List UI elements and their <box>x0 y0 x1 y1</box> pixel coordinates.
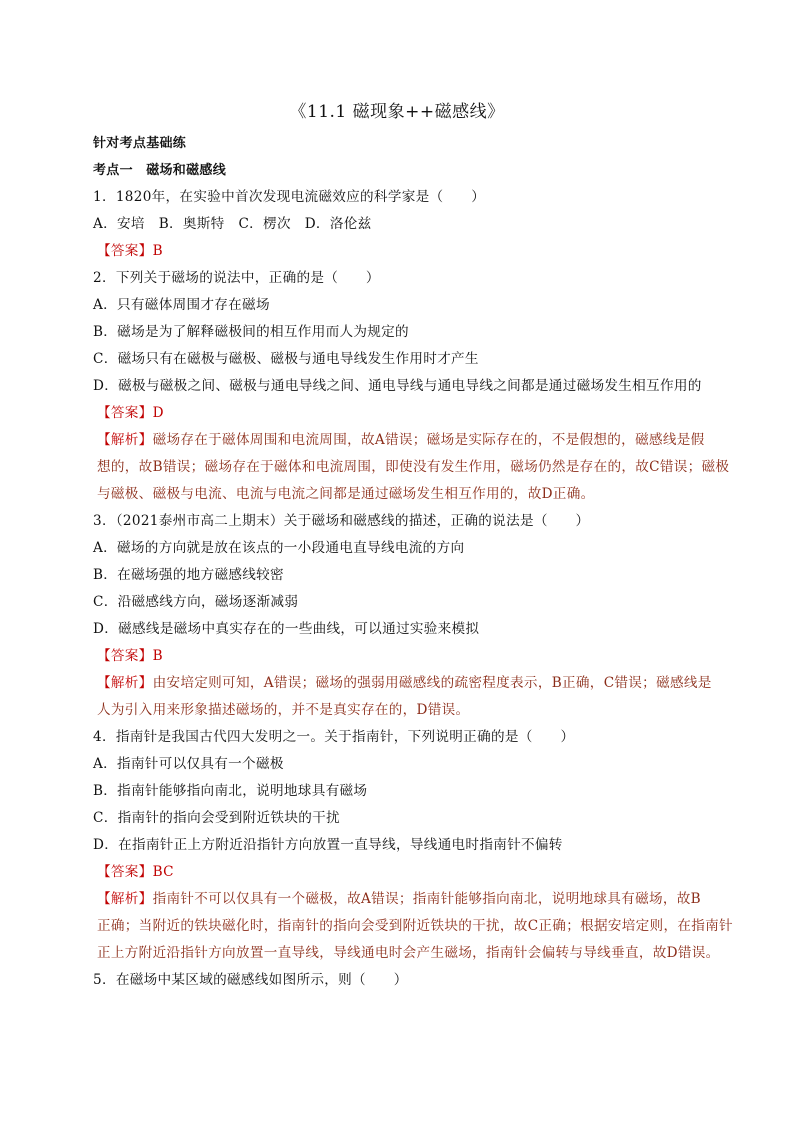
analysis-tag: 【解析】 <box>97 432 153 448</box>
question-1-options: A．安培 B．奥斯特 C．楞次 D．洛伦兹 <box>93 216 372 232</box>
answer-value: D <box>152 405 164 421</box>
question-3-option-c: C．沿磁感线方向，磁场逐渐减弱 <box>93 594 299 610</box>
topic-heading: 考点一 磁场和磁感线 <box>93 163 227 178</box>
analysis-tag: 【解析】 <box>97 891 153 907</box>
analysis-tag: 【解析】 <box>97 675 153 691</box>
question-3-analysis <box>97 670 723 724</box>
question-2-option-a: A．只有磁体周围才存在磁场 <box>93 297 270 313</box>
page-title: 《11.1 磁现象++磁感线》 <box>289 102 505 122</box>
analysis-line: 想的，故B错误；磁场存在于磁体和电流周围，即使没有发生作用，磁场仍然是存在的，故C错误；磁极 <box>97 459 730 475</box>
answer-value: B <box>152 648 163 664</box>
question-4-option-b: B．指南针能够指向南北，说明地球具有磁场 <box>93 783 368 799</box>
question-4-option-a: A．指南针可以仅具有一个磁极 <box>93 756 284 772</box>
analysis-line: 正上方附近沿指针方向放置一直导线，导线通电时会产生磁场，指南针会偏转与导线垂直，故D错误。 <box>97 945 720 961</box>
question-3-stem: 3．（2021泰州市高二上期末）关于磁场和磁感线的描述，正确的说法是（ ） <box>93 513 590 529</box>
analysis-text: 磁场存在于磁体周围和电流周围，故A错误；磁场是实际存在的，不是假想的，磁感线是假 <box>152 432 705 448</box>
question-5-stem: 5．在磁场中某区域的磁感线如图所示，则（ ） <box>93 972 408 988</box>
question-4-option-d: D．在指南针正上方附近沿指针方向放置一直导线，导线通电时指南针不偏转 <box>93 837 563 853</box>
analysis-line: 人为引入用来形象描述磁场的，并不是真实存在的，D错误。 <box>97 702 470 718</box>
question-4-stem: 4．指南针是我国古代四大发明之一。关于指南针，下列说明正确的是（ ） <box>93 729 575 745</box>
question-2-option-c: C．磁场只有在磁极与磁极、磁极与通电导线发生作用时才产生 <box>93 351 479 367</box>
question-3-option-b: B．在磁场强的地方磁感线较密 <box>93 567 284 583</box>
question-2-option-d: D．磁极与磁极之间、磁极与通电导线之间、通电导线与通电导线之间都是通过磁场发生相互作用的 <box>93 378 702 394</box>
question-3-option-a: A．磁场的方向就是放在该点的一小段通电直导线电流的方向 <box>93 540 465 556</box>
question-2-answer <box>97 400 723 427</box>
question-4-answer <box>97 859 723 886</box>
question-1-answer <box>97 238 723 265</box>
answer-tag: 【答案】 <box>97 864 153 880</box>
analysis-text: 由安培定则可知，A错误；磁场的强弱用磁感线的疏密程度表示，B正确，C错误；磁感线是 <box>152 675 712 691</box>
section-heading: 针对考点基础练 <box>93 136 187 151</box>
document-body <box>93 130 733 994</box>
analysis-line <box>97 886 723 913</box>
question-3-answer <box>97 643 723 670</box>
answer-tag: 【答案】 <box>97 405 153 421</box>
answer-tag: 【答案】 <box>97 648 153 664</box>
analysis-line <box>97 427 723 454</box>
question-2-stem: 2．下列关于磁场的说法中，正确的是（ ） <box>93 270 380 286</box>
question-1-stem: 1．1820年，在实验中首次发现电流磁效应的科学家是（ ） <box>93 189 486 205</box>
analysis-line <box>97 670 723 697</box>
answer-value: B <box>152 243 163 259</box>
analysis-line: 与磁极、磁极与电流、电流与电流之间都是通过磁场发生相互作用的，故D正确。 <box>97 486 595 502</box>
question-4-analysis <box>97 886 733 967</box>
question-2-option-b: B．磁场是为了解释磁极间的相互作用而人为规定的 <box>93 324 409 340</box>
analysis-text: 指南针不可以仅具有一个磁极，故A错误；指南针能够指向南北，说明地球具有磁场，故B <box>152 891 701 907</box>
analysis-line: 正确；当附近的铁块磁化时，指南针的指向会受到附近铁块的干扰，故C正确；根据安培定则，在指南针 <box>97 918 733 934</box>
answer-value: BC <box>152 864 174 880</box>
question-2-analysis <box>97 427 730 508</box>
question-3-option-d: D．磁感线是磁场中真实存在的一些曲线，可以通过实验来模拟 <box>93 621 480 637</box>
answer-tag: 【答案】 <box>97 243 153 259</box>
question-4-option-c: C．指南针的指向会受到附近铁块的干扰 <box>93 810 340 826</box>
